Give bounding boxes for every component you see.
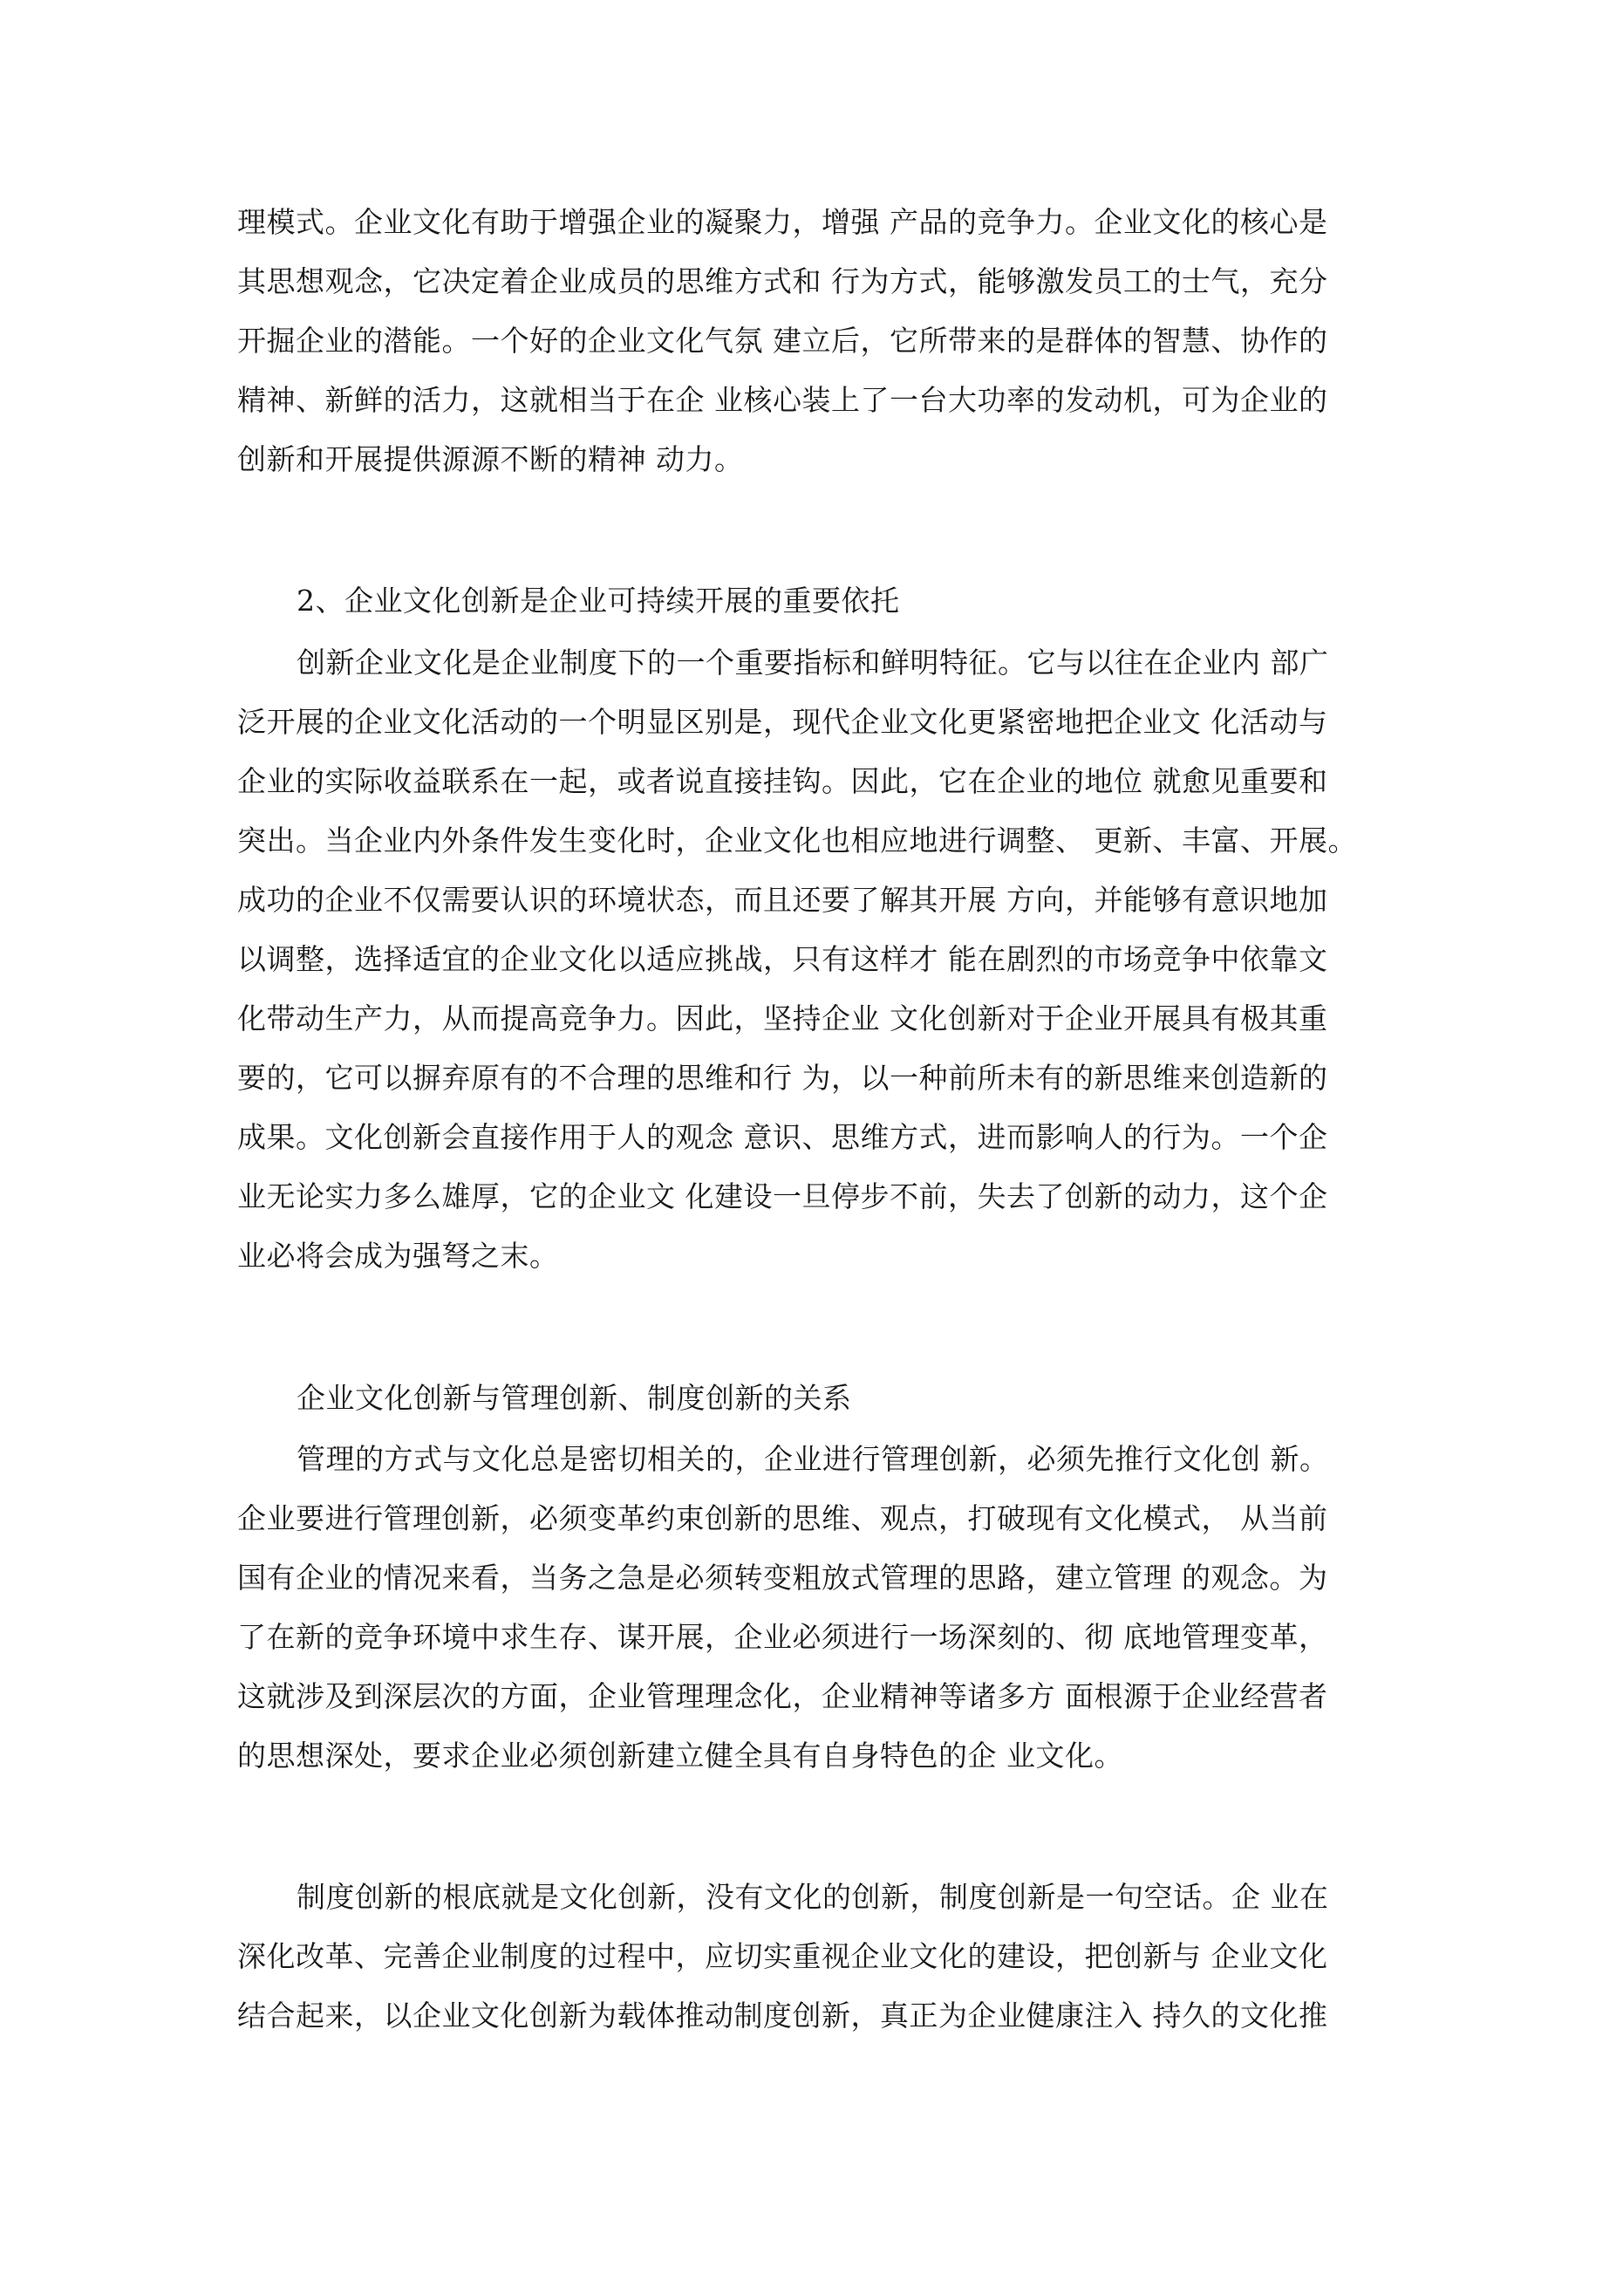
- paragraph-line: 以调整，选择适宜的企业文化以适应挑战，只有这样才 能在剧烈的市场竞争中依靠文: [237, 942, 1328, 976]
- paragraph-line: 化带动生产力，从而提高竞争力。因此，坚持企业 文化创新对于企业开展具有极其重: [237, 1001, 1328, 1035]
- paragraph-line: 国有企业的情况来看，当务之急是必须转变粗放式管理的思路，建立管理 的观念。为: [237, 1561, 1328, 1595]
- paragraph-line: 成果。文化创新会直接作用于人的观念 意识、思维方式，进而影响人的行为。一个企: [237, 1120, 1328, 1154]
- section-heading-2: 2、企业文化创新是企业可持续开展的重要依托: [297, 584, 900, 618]
- paragraph-line: 的思想深处，要求企业必须创新建立健全具有自身特色的企 业文化。: [237, 1739, 1123, 1773]
- paragraph-line: 结合起来，以企业文化创新为载体推动制度创新，真正为企业健康注入 持久的文化推: [237, 1999, 1328, 2033]
- paragraph-line: 这就涉及到深层次的方面，企业管理理念化，企业精神等诸多方 面根源于企业经营者: [237, 1679, 1328, 1713]
- paragraph-line: 泛开展的企业文化活动的一个明显区别是，现代企业文化更紧密地把企业文 化活动与: [237, 705, 1328, 739]
- paragraph-line: 突出。当企业内外条件发生变化时，企业文化也相应地进行调整、 更新、丰富、开展。: [237, 823, 1357, 858]
- section-heading-3: 企业文化创新与管理创新、制度创新的关系: [297, 1381, 852, 1415]
- paragraph-line: 业必将会成为强弩之末。: [237, 1239, 559, 1273]
- paragraph-line: 深化改革、完善企业制度的过程中，应切实重视企业文化的建设，把创新与 企业文化: [237, 1939, 1328, 1973]
- paragraph-line: 企业要进行管理创新，必须变革约束创新的思维、观点，打破现有文化模式， 从当前: [237, 1501, 1328, 1535]
- paragraph-line: 制度创新的根底就是文化创新，没有文化的创新，制度创新是一句空话。企 业在: [297, 1880, 1329, 1914]
- paragraph-line: 理模式。企业文化有助于增强企业的凝聚力，增强 产品的竞争力。企业文化的核心是: [237, 205, 1328, 239]
- paragraph-line: 其思想观念，它决定着企业成员的思维方式和 行为方式，能够激发员工的士气，充分: [237, 264, 1328, 298]
- paragraph-line: 业无论实力多么雄厚，它的企业文 化建设一旦停步不前，失去了创新的动力，这个企: [237, 1179, 1328, 1213]
- paragraph-line: 创新企业文化是企业制度下的一个重要指标和鲜明特征。它与以往在企业内 部广: [297, 646, 1329, 680]
- paragraph-line: 企业的实际收益联系在一起，或者说直接挂钩。因此，它在企业的地位 就愈见重要和: [237, 764, 1328, 798]
- paragraph-line: 了在新的竞争环境中求生存、谋开展，企业必须进行一场深刻的、彻 底地管理变革，: [237, 1620, 1328, 1654]
- paragraph-line: 精神、新鲜的活力，这就相当于在企 业核心装上了一台大功率的发动机，可为企业的: [237, 383, 1328, 417]
- paragraph-line: 开掘企业的潜能。一个好的企业文化气氛 建立后，它所带来的是群体的智慧、协作的: [237, 324, 1328, 358]
- paragraph-line: 创新和开展提供源源不断的精神 动力。: [237, 442, 744, 476]
- paragraph-line: 成功的企业不仅需要认识的环境状态，而且还要了解其开展 方向，并能够有意识地加: [237, 883, 1328, 917]
- paragraph-line: 管理的方式与文化总是密切相关的，企业进行管理创新，必须先推行文化创 新。: [297, 1442, 1329, 1476]
- paragraph-line: 要的，它可以摒弃原有的不合理的思维和行 为，以一种前所未有的新思维来创造新的: [237, 1061, 1328, 1095]
